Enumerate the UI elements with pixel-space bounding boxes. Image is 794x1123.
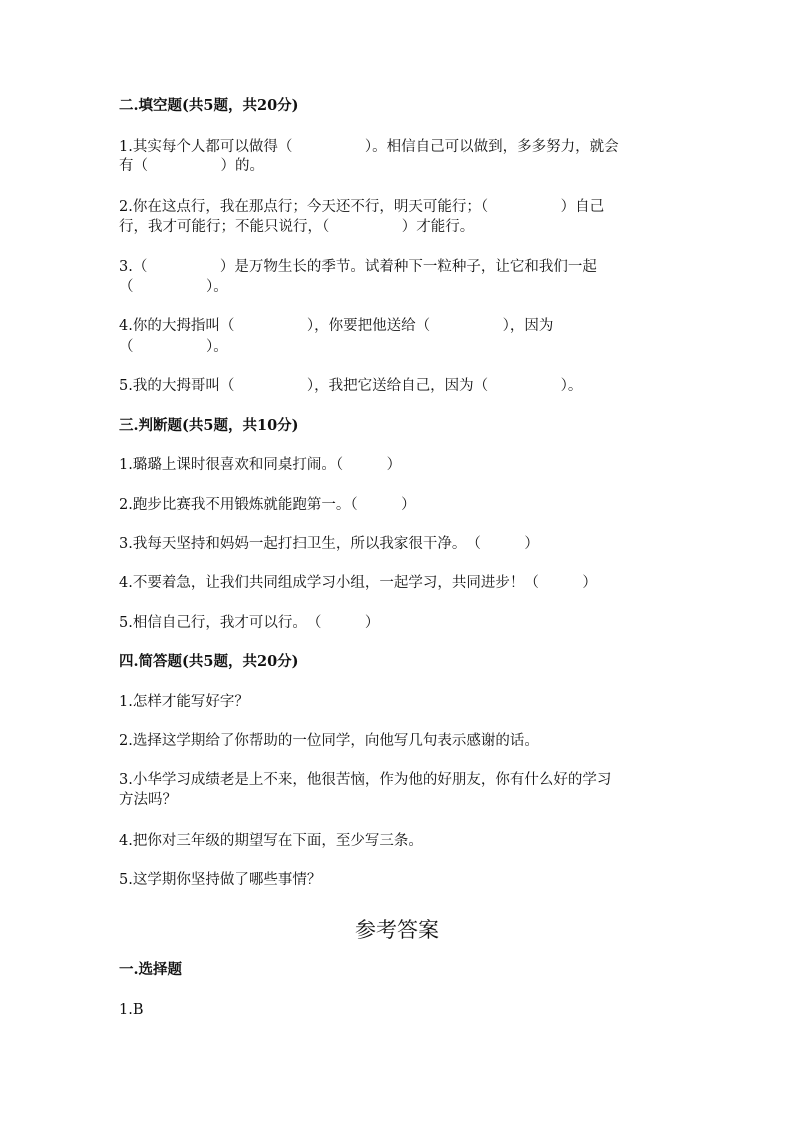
fill-section-heading: 二.填空题(共5题，共20分) [119,97,299,114]
answer-section-heading: 一.选择题 [119,961,183,978]
judge-q3: 3.我每天坚持和妈妈一起打扫卫生，所以我家很干净。 （ ） [119,536,539,552]
fill-q2-line2: 行，我才可能行；不能只说行，（ ）才能行。 [119,219,475,235]
short-q5: 5.这学期你坚持做了哪些事情？ [119,872,322,888]
short-q3-line2: 方法吗？ [119,792,177,808]
fill-q4-line2: （ ）。 [119,339,228,355]
fill-q3-line2: （ ）。 [119,279,228,295]
judge-q4: 4.不要着急，让我们共同组成学习小组，一起学习，共同进步！（ ） [119,575,597,591]
fill-q1-line2: 有（ ）的。 [119,158,264,174]
short-section-heading: 四.简答题(共5题，共20分) [119,653,299,670]
short-q3-line1: 3.小华学习成绩老是上不来，他很苦恼，作为他的好朋友，你有什么好的学习 [119,772,612,788]
short-q1: 1.怎样才能写好字？ [119,694,249,710]
answer-key-title: 参考答案 [355,918,439,942]
fill-q3-line1: 3.（ ）是万物生长的季节。试着种下一粒种子，让它和我们一起 [119,259,597,275]
fill-q2-line1: 2.你在这点行，我在那点行；今天还不行，明天可能行；（ ）自己 [119,199,605,215]
judge-section-heading: 三.判断题(共5题，共10分) [119,417,299,434]
judge-q1: 1.璐璐上课时很喜欢和同桌打闹。（ ） [119,457,402,473]
judge-q5: 5.相信自己行，我才可以行。 （ ） [119,615,380,631]
answer-1: 1.B [119,1002,144,1018]
short-q2: 2.选择这学期给了你帮助的一位同学，向他写几句表示感谢的话。 [119,733,539,749]
judge-q2: 2.跑步比赛我不用锻炼就能跑第一。（ ） [119,497,416,513]
short-q4: 4.把你对三年级的期望写在下面，至少写三条。 [119,833,423,849]
fill-q1-line1: 1.其实每个人都可以做得（ ）。相信自己可以做到，多多努力，就会 [119,139,619,155]
fill-q5-line1: 5.我的大拇哥叫（ ），我把它送给自己，因为（ ）。 [119,378,583,394]
fill-q4-line1: 4.你的大拇指叫（ ），你要把他送给（ ），因为 [119,318,554,334]
